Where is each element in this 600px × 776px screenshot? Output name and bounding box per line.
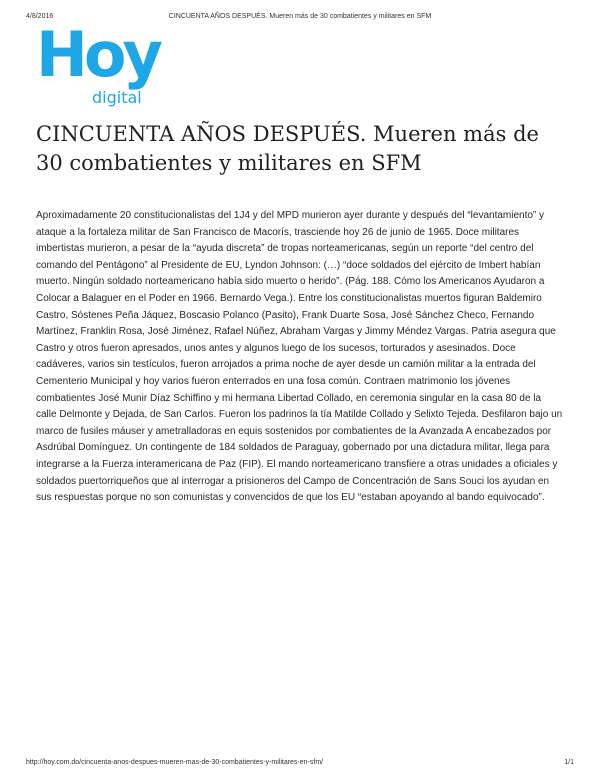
- article-headline: CINCUENTA AÑOS DESPUÉS. Mueren más de 30 combatientes y militares en SFM: [36, 122, 539, 175]
- logo-brand-text: Hoy: [36, 18, 159, 91]
- article-body: Aproximadamente 20 constitucionalistas del 1J4 y del MPD murieron ayer durante y después del “levantamiento” y ataque a la fortaleza militar de San Francisco de Macorís, trasciende hoy 26 de junio de 1965. Doce militares imbertistas murieron, a pesar de la “ayuda discreta” de tropas norteamericanas, según un reporte “del centro del comando del Pentágono” al Presidente de EU, Lyndon Johnson: (…) “doce soldados del ejército de Imbert habían muerto. Ningún soldado norteamericano había sido muerto o herido”. (Pág. 188. Cómo los Americanos Ayudaron a Colocar a Balaguer en el Poder en 1966. Bernardo Vega.). Entre los constitucionalistas muertos figuran Baldemiro Castro, Sóstenes Peña Jáquez, Boscasio Polanco (Pasito), Frank Duarte Sosa, José Sánchez Checo, Fernando Martínez, Franklin Rosa, José Jiménez, Rafael Núñez, Abraham Vargas y Jimmy Méndez Vargas. Patria asegura que Castro y otros fueron apresados, unos antes y algunos luego de los sucesos, torturados y asesinados. Doce cadáveres, varios sin testículos, fueron arrojados a prima noche de ayer desde un camión militar a la entrada del Cementerio Municipal y hoy varios fueron enterrados en una fosa común. Contraen matrimonio los jóvenes combatientes José Munir Díaz Schiffino y mi hermana Libertad Collado, en ceremonia singular en la casa 80 de la calle Delmonte y Dejada, de San Carlos. Fueron los padrinos la tía Matilde Collado y Selixto Tejeda. Desfilaron bajo un marco de fusiles máuser y ametralladoras en equis sostenidos por combatientes de la Avanzada A encabezados por Asdrúbal Domínguez. Un contingente de 184 soldados de Paraguay, gobernado por una dictadura militar, llega para integrarse a la Fuerza interamericana de Paz (FIP). El mando norteamericano transfiere a otras unidades a oficiales y soldados puertorriqueños que al interrogar a prisioneros del Campo de Concentración de Sans Souci los ayudan en sus respuestas porque no son comunistas y convencidos de que los EU “estaban apoyando al bando equivocado”.: [36, 210, 563, 504]
- print-date: 4/8/2016: [26, 13, 54, 20]
- print-url: http://hoy.com.do/cincuenta-anos-despues-mueren-mas-de-30-combatientes-y-militares-en-sfm/: [26, 759, 324, 766]
- logo-sub-text: digital: [92, 88, 142, 107]
- print-page-title: CINCUENTA AÑOS DESPUÉS. Mueren más de 30 combatientes y militares en SFM: [168, 13, 432, 20]
- page-number: 1/1: [564, 759, 574, 766]
- hoy-digital-logo[interactable]: [36, 18, 176, 110]
